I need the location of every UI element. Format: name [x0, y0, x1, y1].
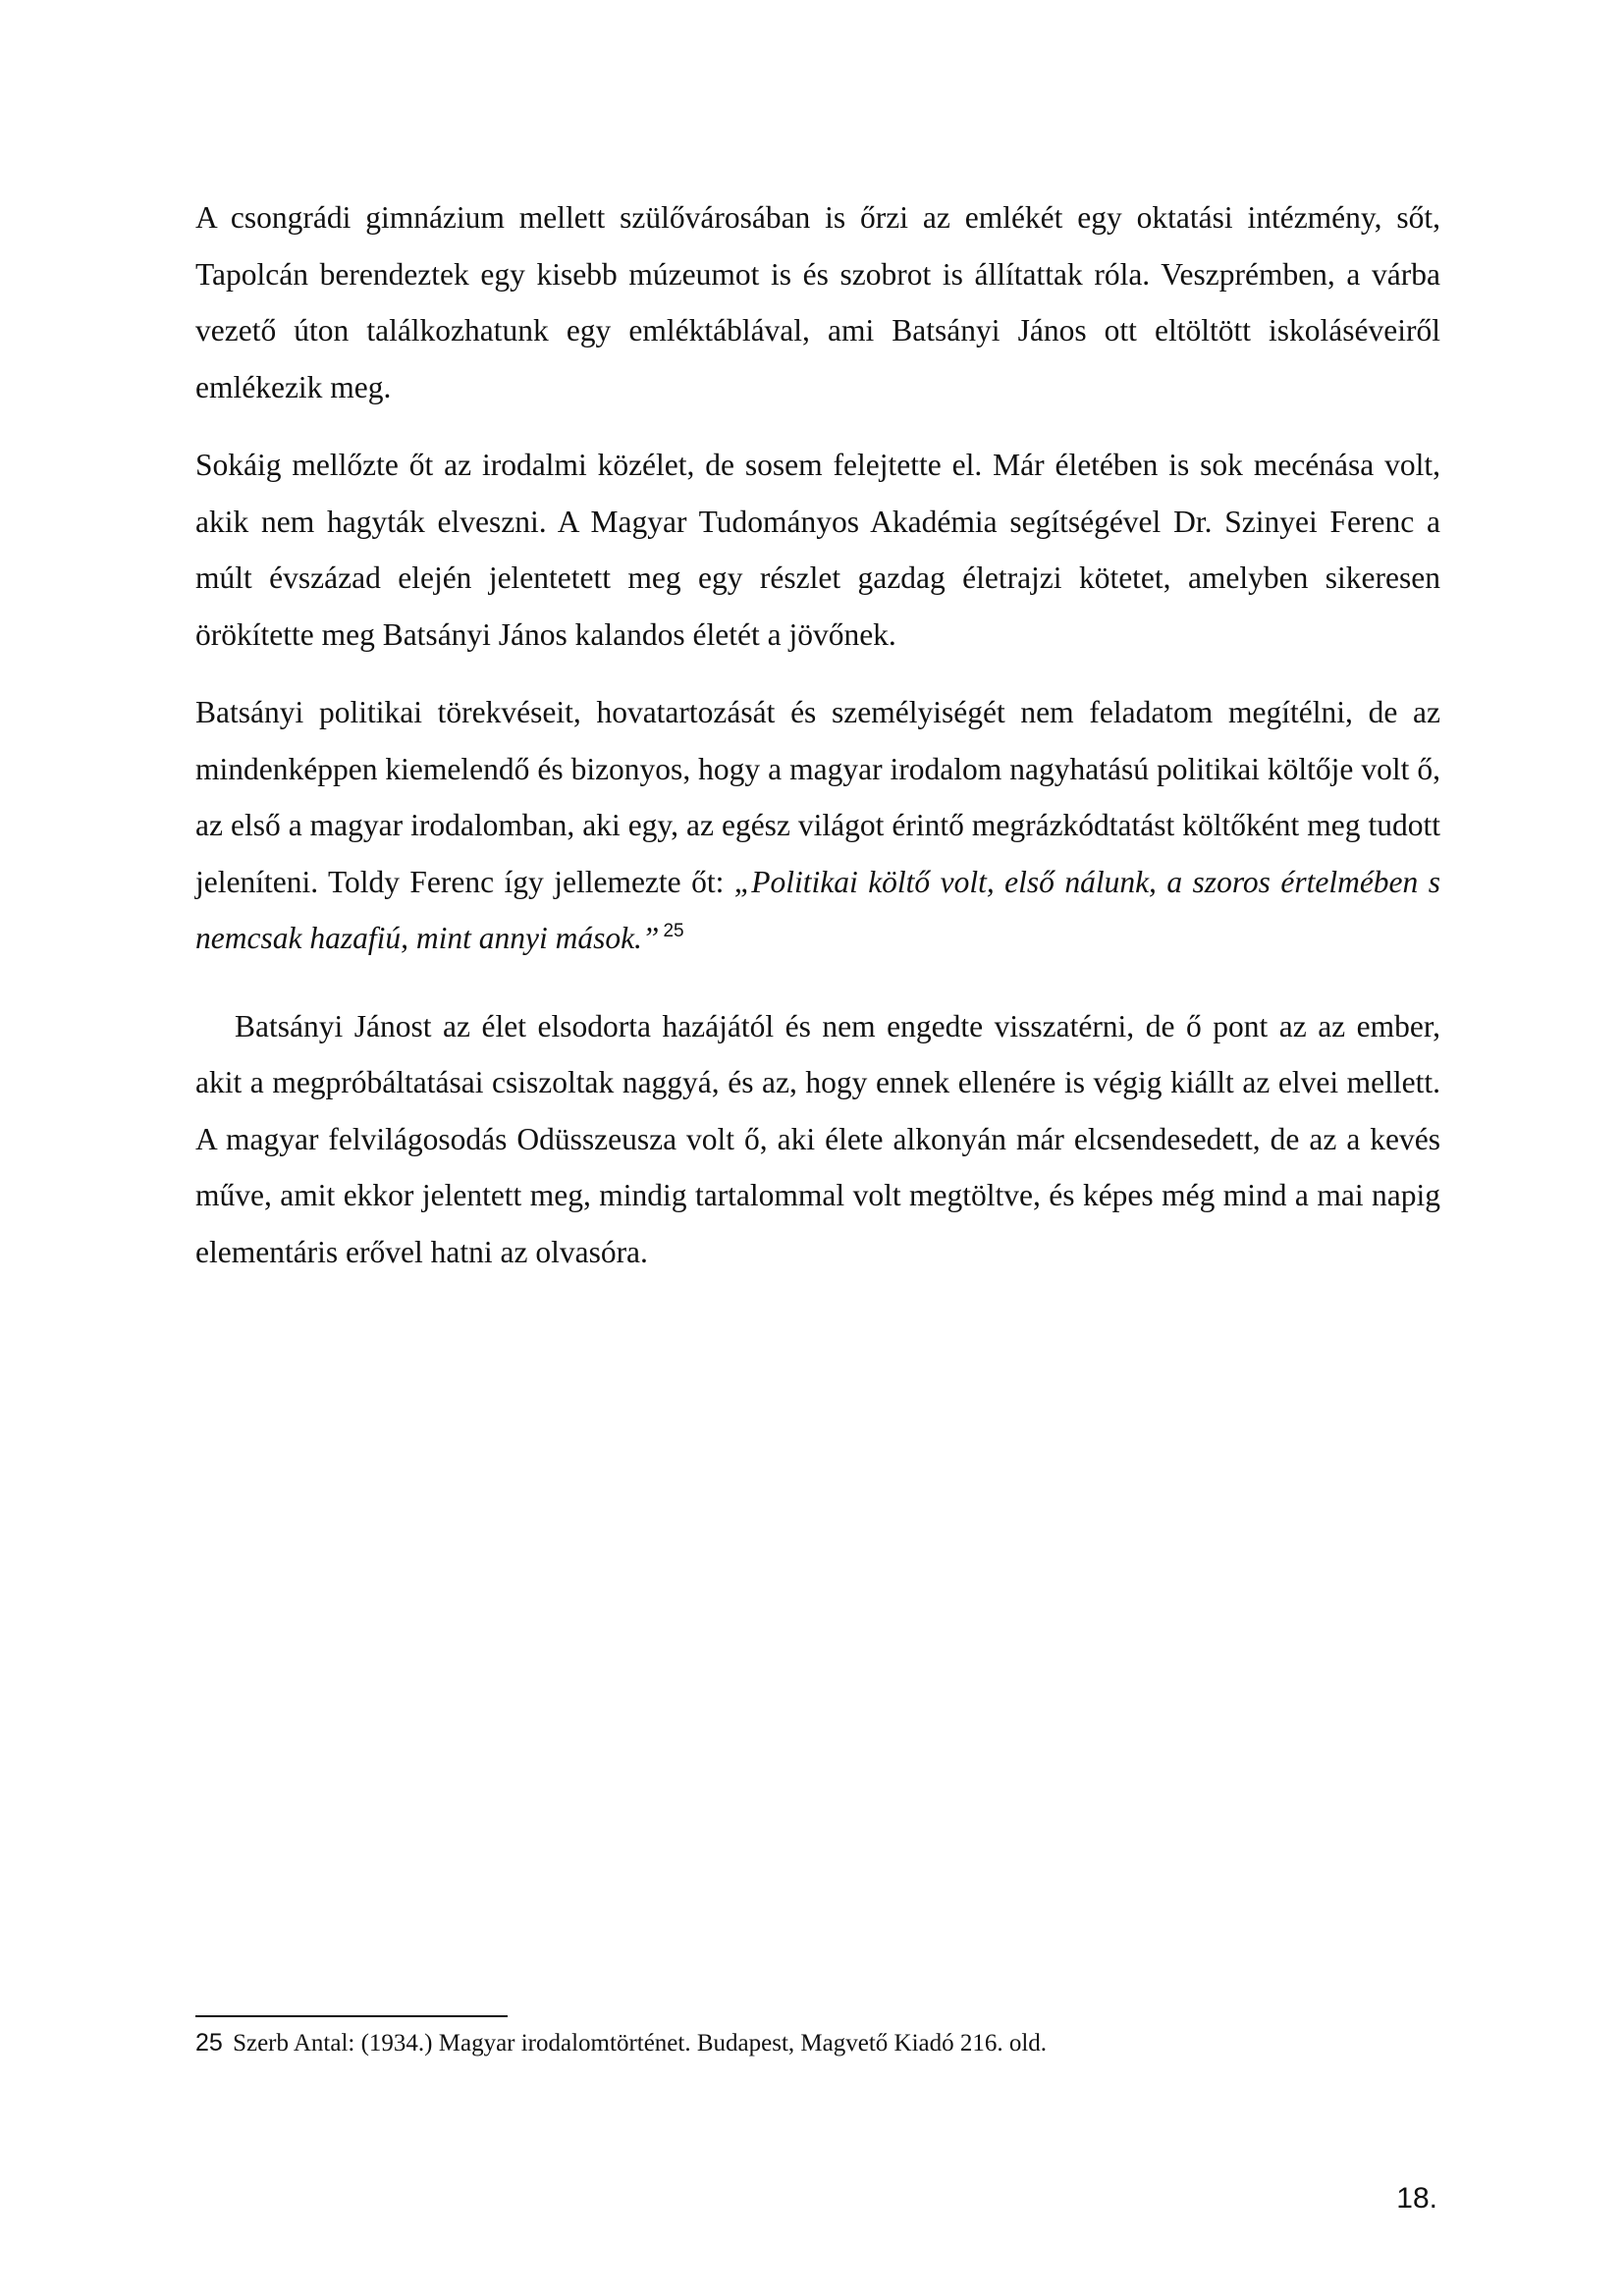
- body-text: [195, 189, 1440, 1280]
- paragraph-2: Sokáig mellőzte őt az irodalmi közélet, de sosem felejtette el. Már életében is sok mecénása volt, akik nem hagyták elveszni. A Magyar Tudományos Akadémia segítségével Dr. Szinyei Ferenc a múlt évszázad elején jelentetett meg egy részlet gazdag életrajzi kötetet, amelyben sikeresen örökítette meg Batsányi János kalandos életét a jövőnek.: [195, 448, 1440, 652]
- footnote: [195, 2026, 1440, 2060]
- paragraph-4: Batsányi Jánost az élet elsodorta hazájától és nem engedte visszatérni, de ő pont az az ember, akit a megpróbáltatásai csiszoltak naggyá, és az, hogy ennek ellenére is végig kiállt az elvei mellett. A magyar felvilágosodás Odüsszeusza volt ő, aki élete alkonyán már elcsendesedett, de az a kevés műve, amit ekkor jelentett meg, mindig tartalommal volt megtöltve, és képes még mind a mai napig elementáris erővel hatni az olvasóra.: [195, 1008, 1440, 1269]
- paragraph-1: A csongrádi gimnázium mellett szülővárosában is őrzi az emlékét egy oktatási intézmény, sőt, Tapolcán berendeztek egy kisebb múzeumot is és szobrot is állítattak róla. Veszprémben, a várba vezető úton találkozhatunk egy emléktáblával, ami Batsányi János ott eltöltött iskoláséveiről emlékezik meg.: [195, 200, 1440, 404]
- paragraph-3-text: Batsányi politikai törekvéseit, hovatartozását és személyiségét nem feladatom megítélni, de az mindenképpen kiemelendő és bizonyos, hogy a magyar irodalom nagyhatású politikai költője volt ő, az első a magyar irodalomban, aki egy, az egész világot érintő megrázkódtatást költőként meg tudott jeleníteni. Toldy Ferenc így jellemezte őt:: [195, 695, 1440, 899]
- footnote-reference[interactable]: 25: [663, 921, 684, 941]
- paragraph-3: [195, 684, 1440, 967]
- footnote-number: 25: [195, 2029, 223, 2056]
- footnote-text: Szerb Antal: (1934.) Magyar irodalomtörténet. Budapest, Magvető Kiadó 216. old.: [233, 2030, 1048, 2056]
- toldy-quote: „Politikai költő volt, első nálunk, a szoros értelmében s nemcsak hazafiú, mint annyi mások.”: [195, 864, 1440, 955]
- page-number: 18.: [1396, 2182, 1437, 2215]
- footnote-separator: [195, 2015, 508, 2017]
